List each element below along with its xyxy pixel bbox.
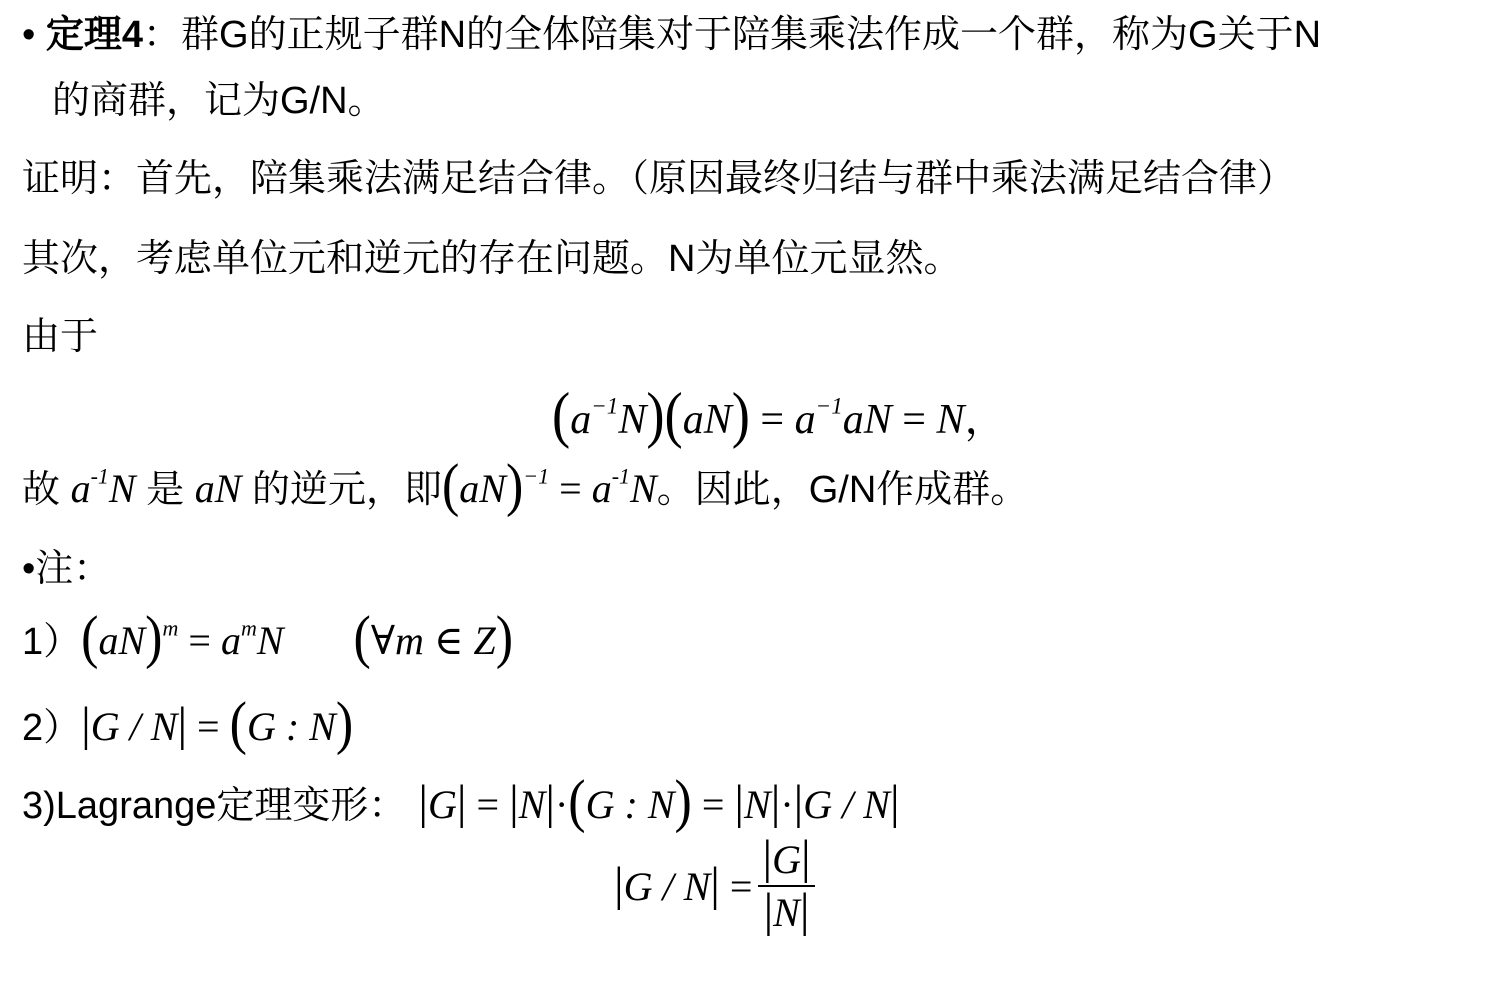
theorem-text-2: 的商群，记为G/N。 [52,80,386,122]
theorem-colon: ： [143,14,182,56]
math-an-inverse: $(aN)^{-1} = a^{-1}N$ [441,452,657,519]
math-order-quotient: |G / N| = (G : N) [81,690,354,757]
proof-line-1: 证明：首先，陪集乘法满足结合律。（原因最终归结与群中乘法满足结合律） [22,158,1296,200]
proof-line-2: 其次，考虑单位元和逆元的存在问题。N为单位元显然。 [22,238,962,280]
note-2-label: 2） [22,707,82,749]
note-item-3 [22,768,900,835]
equation-inverse: $(a^{-1}N)(aN) = a^{-1}aN = N$， [552,379,1007,450]
note-item-1 [22,604,514,671]
math-power: $(aN)^m = a^mN$ (∀m ∈ Z) [81,604,514,671]
proof-line-5-a: 故 [22,469,71,511]
proof-line-3: 由于 [22,316,99,358]
math-an: aN [194,466,242,511]
math-lagrange: |G| = |N|·(G : N) = |N|·|G / N| [418,768,900,835]
bullet: • [22,14,36,56]
notes-heading: •注： [22,548,112,590]
math-quotient-fraction: |G / N| = $\frac{|G|}{|N|}$ [614,836,815,936]
equation-comma: ， [964,395,1007,442]
note-item-2 [22,690,354,757]
theorem-line-1 [22,12,1321,58]
theorem-text-1: 群G的正规子群N的全体陪集对于陪集乘法作成一个群，称为G关于N [181,14,1322,56]
theorem-label: 定理4 [45,14,144,56]
proof-line-5 [22,452,1029,519]
note-1-label: 1） [22,621,82,663]
proof-line-5-b: 是 [135,469,195,511]
proof-line-5-d: 。因此，G/N作成群。 [656,469,1029,511]
proof-line-5-c: 的逆元，即 [241,469,442,511]
math-a-inv-n: $a^{-1}N$ [70,463,136,511]
theorem-line-2 [52,78,386,124]
note-3-label: 3)Lagrange定理变形： [22,785,407,827]
